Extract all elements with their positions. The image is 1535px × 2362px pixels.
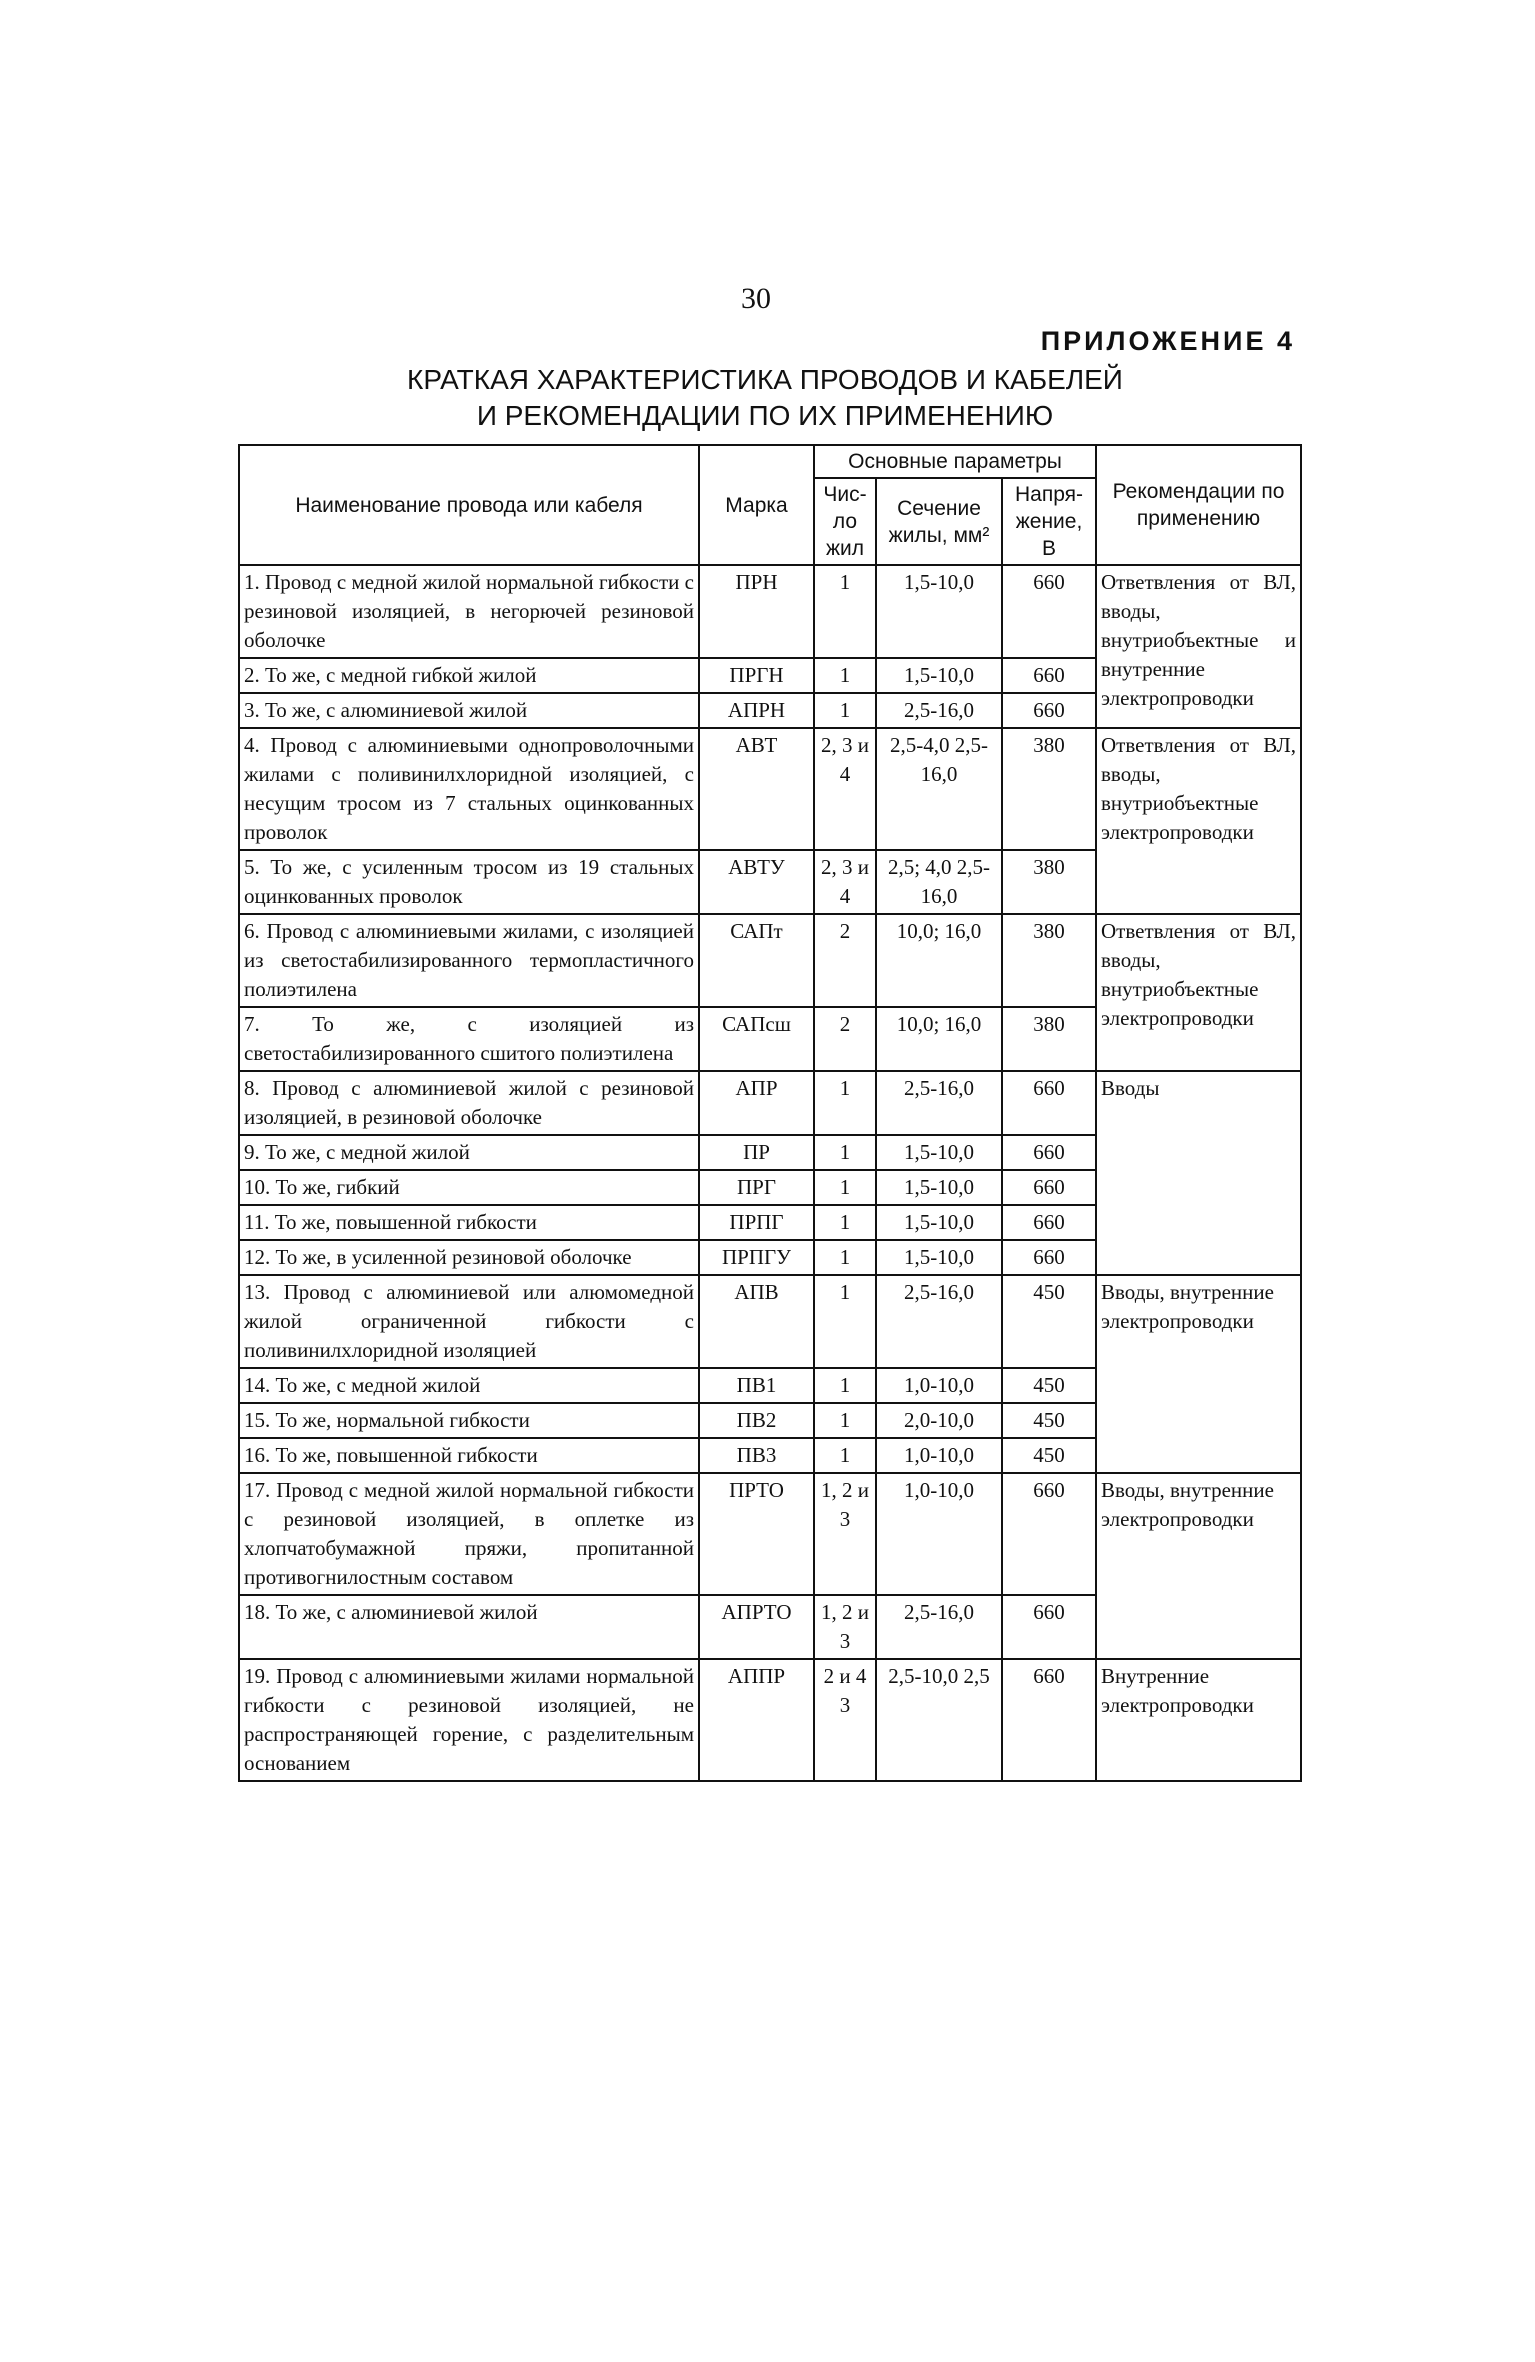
- row-section: 10,0; 16,0: [876, 914, 1002, 1007]
- row-mark: АППР: [699, 1659, 814, 1781]
- row-cores: 1: [814, 1135, 876, 1170]
- row-voltage: 450: [1002, 1438, 1096, 1473]
- cable-table: [238, 444, 1302, 1782]
- row-mark: АПРН: [699, 693, 814, 728]
- header-cores: Чис-ло жил: [814, 478, 876, 565]
- header-voltage: Напря-жение, В: [1002, 478, 1096, 565]
- row-section: 2,5; 4,0 2,5-16,0: [876, 850, 1002, 914]
- row-mark: АПРТО: [699, 1595, 814, 1659]
- recommendation-cell: Ответвления от ВЛ, вводы, внутриобъектные и внутренние электропроводки: [1096, 565, 1301, 728]
- row-section: 2,5-16,0: [876, 1595, 1002, 1659]
- row-name: 12. То же, в усиленной резиновой оболочке: [239, 1240, 699, 1275]
- row-voltage: 660: [1002, 565, 1096, 658]
- row-cores: 1: [814, 1368, 876, 1403]
- row-name: 19. Провод с алюминиевыми жилами нормальной гибкости с резиновой изоляцией, не распространяющей горение, с разделительным основанием: [239, 1659, 699, 1781]
- header-mark: Марка: [699, 445, 814, 565]
- recommendation-cell: Ответвления от ВЛ, вводы, внутриобъектные электропроводки: [1096, 914, 1301, 1071]
- row-name: 6. Провод с алюминиевыми жилами, с изоляцией из светостабилизированного термопластичного полиэтилена: [239, 914, 699, 1007]
- row-mark: АПР: [699, 1071, 814, 1135]
- row-mark: ПРПГ: [699, 1205, 814, 1240]
- row-name: 15. То же, нормальной гибкости: [239, 1403, 699, 1438]
- row-section: 1,0-10,0: [876, 1473, 1002, 1595]
- row-name: 10. То же, гибкий: [239, 1170, 699, 1205]
- header-row-1: [239, 445, 1301, 478]
- row-name: 1. Провод с медной жилой нормальной гибкости с резиновой изоляцией, в негорючей резиновой оболочке: [239, 565, 699, 658]
- row-voltage: 450: [1002, 1403, 1096, 1438]
- row-mark: АПВ: [699, 1275, 814, 1368]
- row-mark: ПРН: [699, 565, 814, 658]
- row-voltage: 660: [1002, 1205, 1096, 1240]
- page-number: 30: [741, 282, 771, 315]
- row-name: 4. Провод с алюминиевыми однопроволочными жилами с поливинилхлоридной изоляцией, с несущим тросом из 7 стальных оцинкованных проволок: [239, 728, 699, 850]
- row-section: 1,5-10,0: [876, 1135, 1002, 1170]
- row-name: 14. То же, с медной жилой: [239, 1368, 699, 1403]
- row-voltage: 450: [1002, 1368, 1096, 1403]
- row-section: 2,0-10,0: [876, 1403, 1002, 1438]
- row-mark: ПРГН: [699, 658, 814, 693]
- row-voltage: 660: [1002, 658, 1096, 693]
- header-section: Сечение жилы, мм²: [876, 478, 1002, 565]
- row-mark: САПсш: [699, 1007, 814, 1071]
- row-cores: 1: [814, 1240, 876, 1275]
- row-voltage: 380: [1002, 728, 1096, 850]
- row-voltage: 660: [1002, 1071, 1096, 1135]
- row-mark: САПт: [699, 914, 814, 1007]
- row-section: 2,5-10,0 2,5: [876, 1659, 1002, 1781]
- row-voltage: 660: [1002, 1170, 1096, 1205]
- recommendation-cell: Внутренние электропроводки: [1096, 1659, 1301, 1781]
- row-voltage: 450: [1002, 1275, 1096, 1368]
- row-section: 1,5-10,0: [876, 565, 1002, 658]
- row-name: 16. То же, повышенной гибкости: [239, 1438, 699, 1473]
- title-line-2: И РЕКОМЕНДАЦИИ ПО ИХ ПРИМЕНЕНИЮ: [476, 400, 1054, 431]
- row-name: 9. То же, с медной жилой: [239, 1135, 699, 1170]
- row-cores: 1: [814, 1071, 876, 1135]
- row-voltage: 660: [1002, 1240, 1096, 1275]
- recommendation-cell: Вводы, внутренние электропроводки: [1096, 1473, 1301, 1659]
- row-section: 1,5-10,0: [876, 1205, 1002, 1240]
- row-cores: 1: [814, 1403, 876, 1438]
- row-mark: ПВ2: [699, 1403, 814, 1438]
- row-voltage: 660: [1002, 1659, 1096, 1781]
- row-name: 11. То же, повышенной гибкости: [239, 1205, 699, 1240]
- row-voltage: 660: [1002, 693, 1096, 728]
- row-mark: ПРПГУ: [699, 1240, 814, 1275]
- recommendation-cell: Вводы, внутренние электропроводки: [1096, 1275, 1301, 1473]
- table-row: [239, 1473, 1301, 1595]
- row-cores: 2, 3 и 4: [814, 728, 876, 850]
- row-cores: 1: [814, 658, 876, 693]
- row-name: 17. Провод с медной жилой нормальной гибкости с резиновой изоляцией, в оплетке из хлопчатобумажной пряжи, пропитанной противогнилостным составом: [239, 1473, 699, 1595]
- row-cores: 1: [814, 1170, 876, 1205]
- header-params-group: Основные параметры: [814, 445, 1096, 478]
- row-voltage: 660: [1002, 1473, 1096, 1595]
- row-section: 10,0; 16,0: [876, 1007, 1002, 1071]
- title-line-1: КРАТКАЯ ХАРАКТЕРИСТИКА ПРОВОДОВ И КАБЕЛЕЙ: [407, 364, 1123, 395]
- appendix-label: ПРИЛОЖЕНИЕ 4: [1040, 326, 1295, 356]
- row-name: 7. То же, с изоляцией из светостабилизированного сшитого полиэтилена: [239, 1007, 699, 1071]
- table-row: [239, 914, 1301, 1007]
- row-section: 1,0-10,0: [876, 1368, 1002, 1403]
- row-cores: 1: [814, 693, 876, 728]
- row-section: 1,0-10,0: [876, 1438, 1002, 1473]
- table-row: [239, 565, 1301, 658]
- row-name: 3. То же, с алюминиевой жилой: [239, 693, 699, 728]
- row-voltage: 660: [1002, 1595, 1096, 1659]
- row-cores: 1, 2 и 3: [814, 1473, 876, 1595]
- row-cores: 2: [814, 914, 876, 1007]
- row-mark: АВТ: [699, 728, 814, 850]
- table-row: [239, 1275, 1301, 1368]
- row-name: 8. Провод с алюминиевой жилой с резиновой изоляцией, в резиновой оболочке: [239, 1071, 699, 1135]
- row-mark: ПРТО: [699, 1473, 814, 1595]
- row-mark: ПР: [699, 1135, 814, 1170]
- row-cores: 1, 2 и 3: [814, 1595, 876, 1659]
- table-row: [239, 728, 1301, 850]
- row-voltage: 380: [1002, 1007, 1096, 1071]
- table-row: [239, 1071, 1301, 1135]
- row-cores: 1: [814, 1438, 876, 1473]
- row-voltage: 660: [1002, 1135, 1096, 1170]
- row-section: 2,5-16,0: [876, 1275, 1002, 1368]
- row-name: 5. То же, с усиленным тросом из 19 стальных оцинкованных проволок: [239, 850, 699, 914]
- row-cores: 2: [814, 1007, 876, 1071]
- row-section: 2,5-4,0 2,5-16,0: [876, 728, 1002, 850]
- row-cores: 1: [814, 565, 876, 658]
- recommendation-cell: Вводы: [1096, 1071, 1301, 1275]
- row-mark: АВТУ: [699, 850, 814, 914]
- row-cores: 2, 3 и 4: [814, 850, 876, 914]
- row-section: 2,5-16,0: [876, 693, 1002, 728]
- row-name: 18. То же, с алюминиевой жилой: [239, 1595, 699, 1659]
- row-name: 13. Провод с алюминиевой или алюмомедной жилой ограниченной гибкости с поливинилхлоридной изоляцией: [239, 1275, 699, 1368]
- row-section: 1,5-10,0: [876, 1170, 1002, 1205]
- row-mark: ПВ3: [699, 1438, 814, 1473]
- header-name: Наименование провода или кабеля: [239, 445, 699, 565]
- row-voltage: 380: [1002, 914, 1096, 1007]
- table-row: [239, 1659, 1301, 1781]
- row-voltage: 380: [1002, 850, 1096, 914]
- row-cores: 1: [814, 1205, 876, 1240]
- row-mark: ПВ1: [699, 1368, 814, 1403]
- row-section: 1,5-10,0: [876, 658, 1002, 693]
- header-recommendation: Рекомендации по применению: [1096, 445, 1301, 565]
- row-cores: 2 и 4 3: [814, 1659, 876, 1781]
- row-name: 2. То же, с медной гибкой жилой: [239, 658, 699, 693]
- row-cores: 1: [814, 1275, 876, 1368]
- row-mark: ПРГ: [699, 1170, 814, 1205]
- row-section: 1,5-10,0: [876, 1240, 1002, 1275]
- recommendation-cell: Ответвления от ВЛ, вводы, внутриобъектные электропроводки: [1096, 728, 1301, 914]
- row-section: 2,5-16,0: [876, 1071, 1002, 1135]
